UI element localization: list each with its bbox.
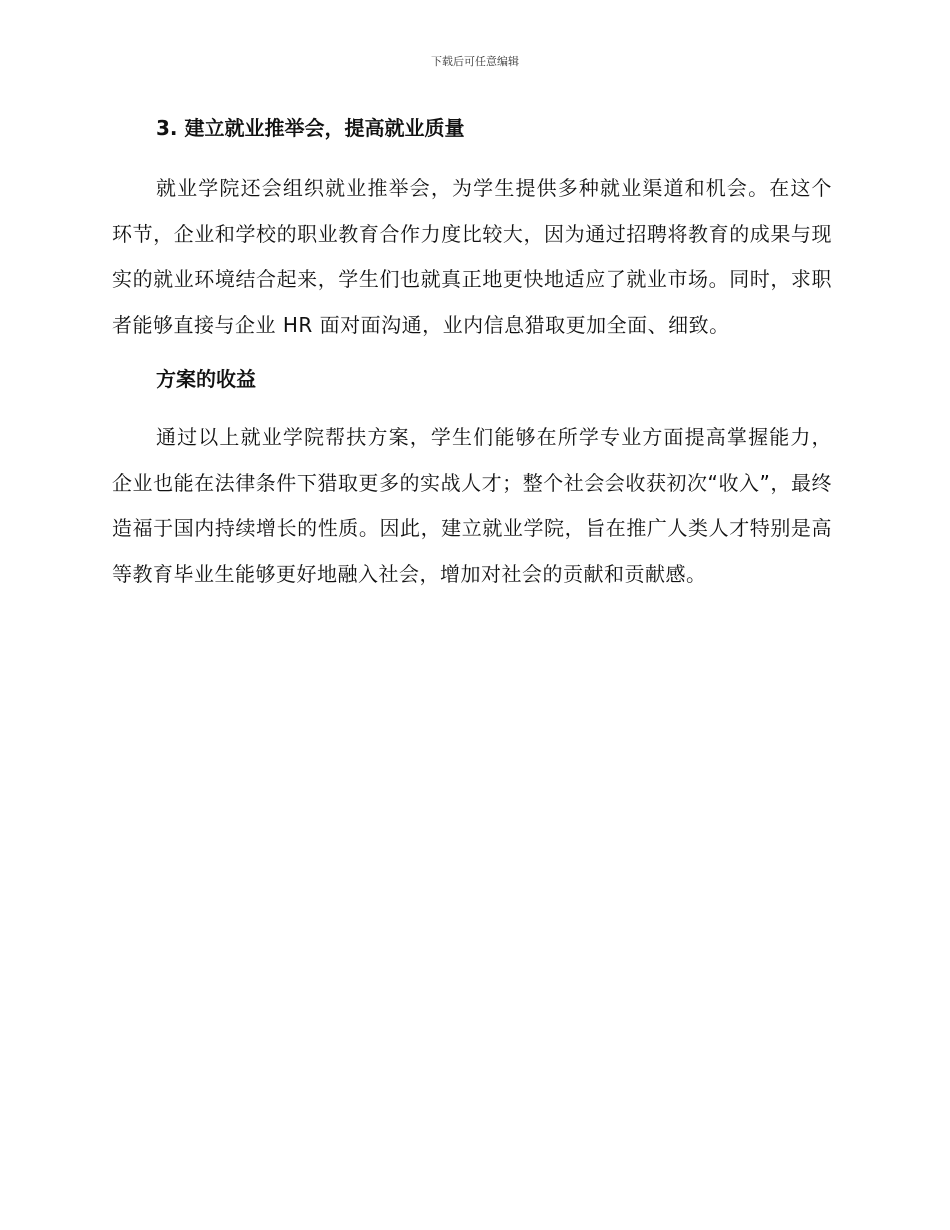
page-header: 下载后可任意编辑 xyxy=(431,55,519,68)
document-body xyxy=(112,112,832,597)
section-paragraph-employment-fair: 就业学院还会组织就业推举会，为学生提供多种就业渠道和机会。在这个环节，企业和学校的职业教育合作力度比较大，因为通过招聘将教育的成果与现实的就业环境结合起来，学生们也就真正地更快地适应了就业市场。同时，求职者能够直接与企业 HR 面对面沟通，业内信息猎取更加全面、细致。 xyxy=(112,176,832,337)
section-heading-employment-fair: 3. 建立就业推举会，提高就业质量 xyxy=(156,116,465,140)
section-paragraph-benefits: 通过以上就业学院帮扶方案，学生们能够在所学专业方面提高掌握能力，企业也能在法律条件下猎取更多的实战人才；整个社会会收获初次“收入”，最终造福于国内持续增长的性质。因此，建立就业学院，旨在推广人类人才特别是高等教育毕业生能够更好地融入社会，增加对社会的贡献和贡献感。 xyxy=(112,425,832,586)
section-heading-benefits: 方案的收益 xyxy=(156,367,256,391)
